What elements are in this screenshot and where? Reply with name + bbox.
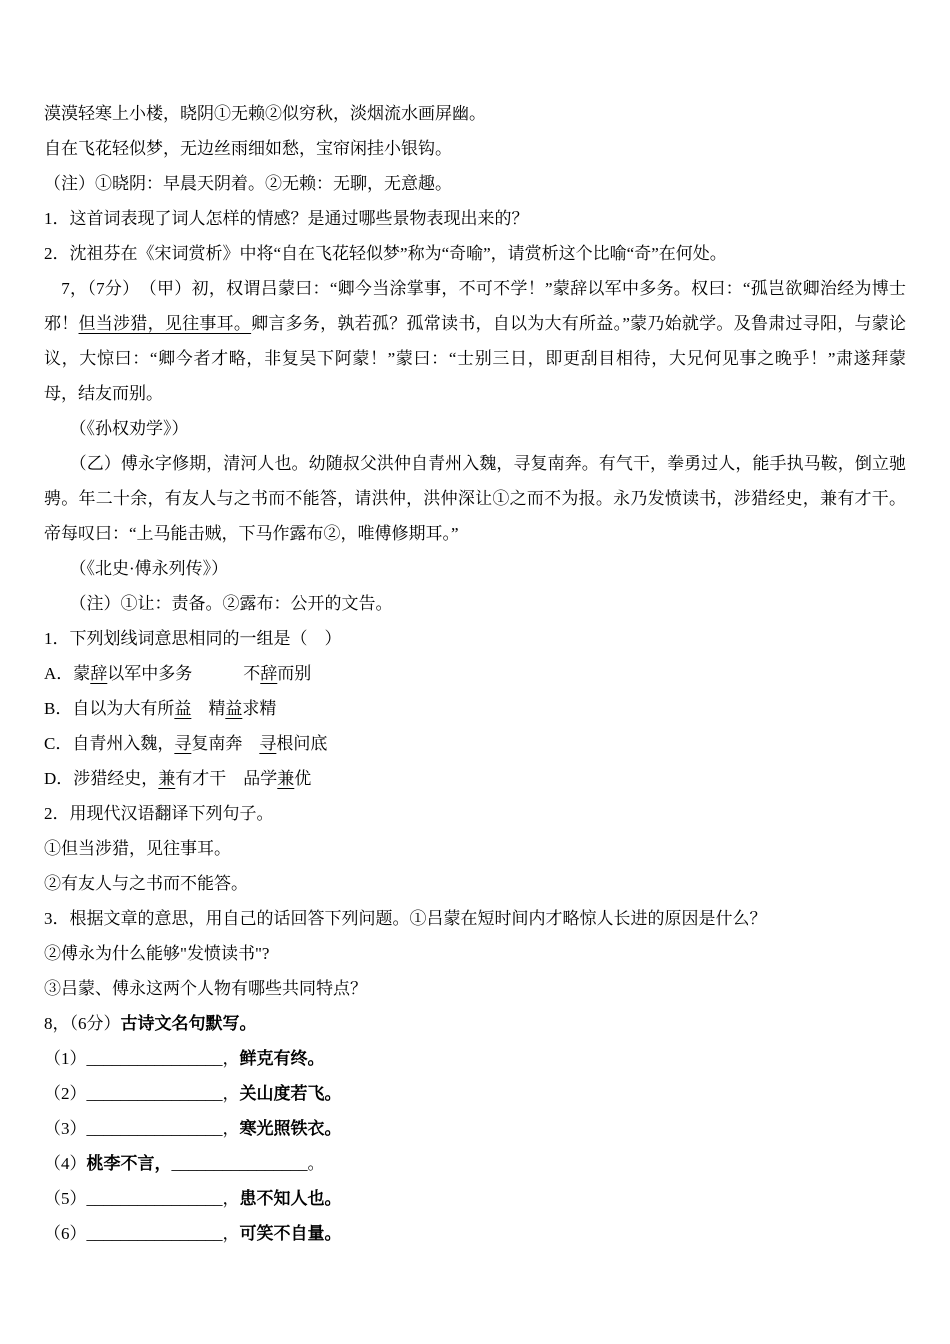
question-1 <box>44 201 906 236</box>
text-run: （《北史·傅永列传》） <box>44 559 229 578</box>
underlined-text: 益 <box>225 699 243 718</box>
underlined-text: 益 <box>174 699 192 718</box>
text-run: B．自以为大有所 <box>44 699 175 718</box>
question-3-1 <box>44 901 906 936</box>
text-run: 2．沈祖芬在《宋词赏析》中将“自在飞花轻似梦”称为“奇喻”，请赏析这个比喻“奇”在何处。 <box>44 244 727 263</box>
text-run: ②傅永为什么能够"发愤读书"? <box>44 944 270 963</box>
text-run: （乙）傅永字修期，清河人也。幼随叔父洪仲自青州入魏，寻复南奔。有气干，拳勇过人，能手执马鞍，倒立驰骋。年二十余，有友人与之书而不能答，请洪仲，洪仲深让①之而不为报。永乃发愤读书，涉猎经史，兼有才干。帝每叹曰：“上马能击贼，下马作露布②，唯傅修期耳。” <box>44 454 906 543</box>
text-run: 而别 <box>277 664 312 683</box>
text-run: 1．下列划线词意思相同的一组是（ ） <box>44 629 342 648</box>
text-run: 2．用现代汉语翻译下列句子。 <box>44 804 274 823</box>
blank-item-3 <box>44 1111 906 1146</box>
bold-text: 关山度若飞。 <box>239 1084 342 1103</box>
text-run: （2）________________， <box>44 1084 240 1103</box>
text-run: （5）________________， <box>44 1189 240 1208</box>
underlined-text: 兼 <box>158 769 176 788</box>
option-d <box>44 761 906 796</box>
question-2 <box>44 236 906 271</box>
underlined-text: 但当涉猎，见往事耳。 <box>78 314 252 333</box>
text-run: 以军中多务 不 <box>107 664 261 683</box>
bold-text: 可笑不自量。 <box>239 1224 342 1243</box>
question-choice <box>44 621 906 656</box>
underlined-text: 兼 <box>277 769 295 788</box>
blank-item-6 <box>44 1216 906 1251</box>
text-run: 优 <box>294 769 312 788</box>
text-run: 有才干 品学 <box>175 769 278 788</box>
passage-jia <box>44 271 906 411</box>
option-b <box>44 691 906 726</box>
question-3-2 <box>44 936 906 971</box>
text-run: 7，（7分） （甲）初，权谓吕蒙曰：“卿今当涂掌事，不可不学！”蒙辞以军中多务。权曰：“孤岂欲卿治经为博士邪！ <box>44 279 906 333</box>
text-run: （4） <box>44 1154 87 1173</box>
text-run: 精 <box>191 699 226 718</box>
bold-text: 鲜克有终。 <box>239 1049 325 1068</box>
text-run: 复南奔 <box>191 734 260 753</box>
text-run: （6）________________， <box>44 1224 240 1243</box>
text-run: 自在飞花轻似梦，无边丝雨细如愁，宝帘闲挂小银钩。 <box>44 139 452 158</box>
text-run: （3）________________， <box>44 1119 240 1138</box>
blank-item-5 <box>44 1181 906 1216</box>
source-jia <box>44 411 906 446</box>
bold-text: 患不知人也。 <box>239 1189 342 1208</box>
text-run: 求精 <box>242 699 277 718</box>
passage-note <box>44 586 906 621</box>
bold-text: 桃李不言， <box>86 1154 172 1173</box>
document-body <box>44 96 906 1251</box>
text-run: C．自青州入魏， <box>44 734 175 753</box>
translate-sentence-1 <box>44 831 906 866</box>
text-run: 3．根据文章的意思，用自己的话回答下列问题。①吕蒙在短时间内才略惊人长进的原因是什么？ <box>44 909 767 928</box>
option-c <box>44 726 906 761</box>
text-run: A．蒙 <box>44 664 91 683</box>
text-run: （注）①晓阴：早晨天阴着。②无赖：无聊，无意趣。 <box>44 174 452 193</box>
text-run: 卿言多务，孰若孤？孤常读书，自以为大有所益。”蒙乃始就学。及鲁肃过寻阳，与蒙论议，大惊曰：“卿今者才略，非复吴下阿蒙！”蒙曰：“士别三日，即更刮目相待，大兄何见事之晚乎！”肃遂拜蒙母，结友而别。 <box>44 314 907 403</box>
text-run: ________________。 <box>171 1154 325 1173</box>
source-yi <box>44 551 906 586</box>
bold-text: 古诗文名句默写。 <box>120 1014 257 1033</box>
underlined-text: 寻 <box>174 734 192 753</box>
poem-note <box>44 166 906 201</box>
text-run: ②有友人与之书而不能答。 <box>44 874 248 893</box>
blank-item-2 <box>44 1076 906 1111</box>
text-run: 8，（6分） <box>44 1014 121 1033</box>
underlined-text: 辞 <box>260 664 278 683</box>
text-run: （注）①让：责备。②露布：公开的文告。 <box>44 594 393 613</box>
translate-sentence-2 <box>44 866 906 901</box>
text-run: 根问底 <box>276 734 328 753</box>
text-run: 1．这首词表现了词人怎样的情感？是通过哪些景物表现出来的？ <box>44 209 529 228</box>
poem-line-2 <box>44 131 906 166</box>
text-run: ①但当涉猎，见往事耳。 <box>44 839 231 858</box>
underlined-text: 寻 <box>259 734 277 753</box>
text-run: （1）________________， <box>44 1049 240 1068</box>
option-a <box>44 656 906 691</box>
bold-text: 寒光照铁衣。 <box>239 1119 342 1138</box>
text-run: 漠漠轻寒上小楼，晓阴①无赖②似穷秋，淡烟流水画屏幽。 <box>44 104 486 123</box>
passage-yi <box>44 446 906 551</box>
question-8 <box>44 1006 906 1041</box>
poem-line-1 <box>44 96 906 131</box>
text-run: ③吕蒙、傅永这两个人物有哪些共同特点？ <box>44 979 367 998</box>
question-translate <box>44 796 906 831</box>
text-run: （《孙权劝学》） <box>44 419 189 438</box>
question-3-3 <box>44 971 906 1006</box>
underlined-text: 辞 <box>90 664 108 683</box>
text-run: D．涉猎经史， <box>44 769 159 788</box>
blank-item-4 <box>44 1146 906 1181</box>
blank-item-1 <box>44 1041 906 1076</box>
